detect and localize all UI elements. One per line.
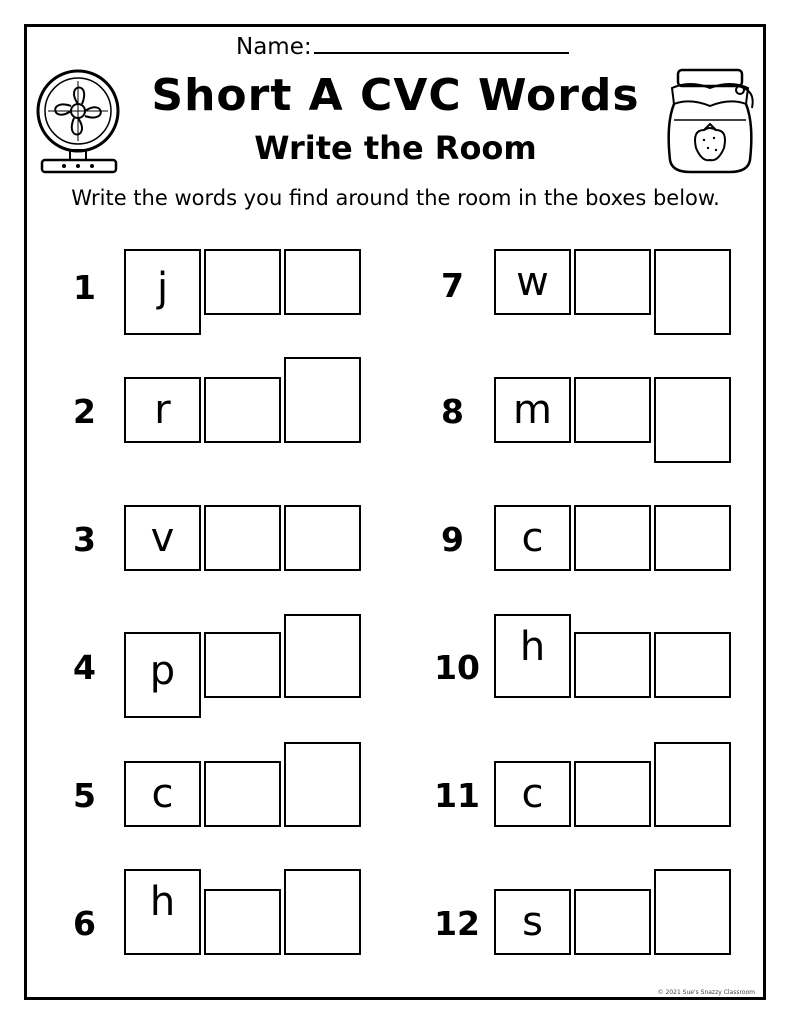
letter-box-1[interactable]: [494, 249, 571, 315]
starting-letter: w: [516, 259, 549, 305]
letter-box-3[interactable]: [654, 249, 731, 335]
letter-box-2[interactable]: [574, 249, 651, 315]
name-label: Name:: [236, 34, 312, 60]
letter-box-1[interactable]: [494, 761, 571, 827]
starting-letter: h: [149, 879, 176, 925]
jam-jar-icon: [660, 64, 760, 176]
letter-box-3[interactable]: [654, 377, 731, 463]
item-number: 8: [441, 392, 464, 431]
letter-box-2[interactable]: [204, 761, 281, 827]
item-number: 3: [73, 520, 96, 559]
fan-icon: [34, 66, 124, 176]
letter-box-2[interactable]: [574, 889, 651, 955]
starting-letter: r: [154, 387, 171, 433]
starting-letter: v: [150, 515, 175, 561]
item-number: 4: [73, 648, 96, 687]
letter-box-3[interactable]: [284, 869, 361, 955]
letter-box-1[interactable]: [124, 505, 201, 571]
name-line[interactable]: [314, 34, 569, 54]
item-number: 12: [434, 904, 480, 943]
starting-letter: h: [519, 624, 546, 670]
letter-box-3[interactable]: [284, 249, 361, 315]
item-number: 9: [441, 520, 464, 559]
letter-box-2[interactable]: [574, 505, 651, 571]
letter-box-3[interactable]: [654, 742, 731, 827]
item-number: 1: [73, 268, 96, 307]
letter-box-2[interactable]: [204, 249, 281, 315]
page-subtitle: Write the Room: [254, 129, 537, 167]
letter-box-2[interactable]: [204, 505, 281, 571]
copyright-text: © 2021 Sue's Snazzy Classroom: [657, 989, 755, 996]
letter-box-1[interactable]: [494, 377, 571, 443]
item-number: 2: [73, 392, 96, 431]
letter-box-1[interactable]: [124, 632, 201, 718]
starting-letter: j: [156, 265, 169, 311]
letter-box-1[interactable]: [494, 889, 571, 955]
letter-box-3[interactable]: [654, 505, 731, 571]
letter-box-1[interactable]: [124, 377, 201, 443]
letter-box-2[interactable]: [204, 377, 281, 443]
letter-box-2[interactable]: [204, 632, 281, 698]
letter-box-3[interactable]: [284, 505, 361, 571]
starting-letter: m: [513, 387, 552, 433]
letter-box-2[interactable]: [574, 377, 651, 443]
letter-box-3[interactable]: [654, 632, 731, 698]
letter-box-1[interactable]: [494, 614, 571, 698]
starting-letter: c: [521, 771, 544, 817]
letter-box-3[interactable]: [284, 742, 361, 827]
letter-box-1[interactable]: [124, 761, 201, 827]
starting-letter: s: [522, 899, 543, 945]
item-number: 6: [73, 904, 96, 943]
instructions: Write the words you find around the room in the boxes below.: [71, 186, 720, 210]
starting-letter: c: [151, 771, 174, 817]
item-number: 10: [434, 648, 480, 687]
letter-box-2[interactable]: [574, 761, 651, 827]
starting-letter: p: [149, 648, 176, 694]
item-number: 7: [441, 266, 464, 305]
letter-box-2[interactable]: [204, 889, 281, 955]
letter-box-1[interactable]: [124, 869, 201, 955]
letter-box-1[interactable]: [124, 249, 201, 335]
letter-box-3[interactable]: [284, 614, 361, 698]
letter-box-3[interactable]: [284, 357, 361, 443]
page-title: Short A CVC Words: [151, 70, 640, 121]
starting-letter: c: [521, 515, 544, 561]
name-row: [236, 34, 569, 60]
item-number: 5: [73, 776, 96, 815]
letter-box-1[interactable]: [494, 505, 571, 571]
item-number: 11: [434, 776, 480, 815]
letter-box-3[interactable]: [654, 869, 731, 955]
letter-box-2[interactable]: [574, 632, 651, 698]
